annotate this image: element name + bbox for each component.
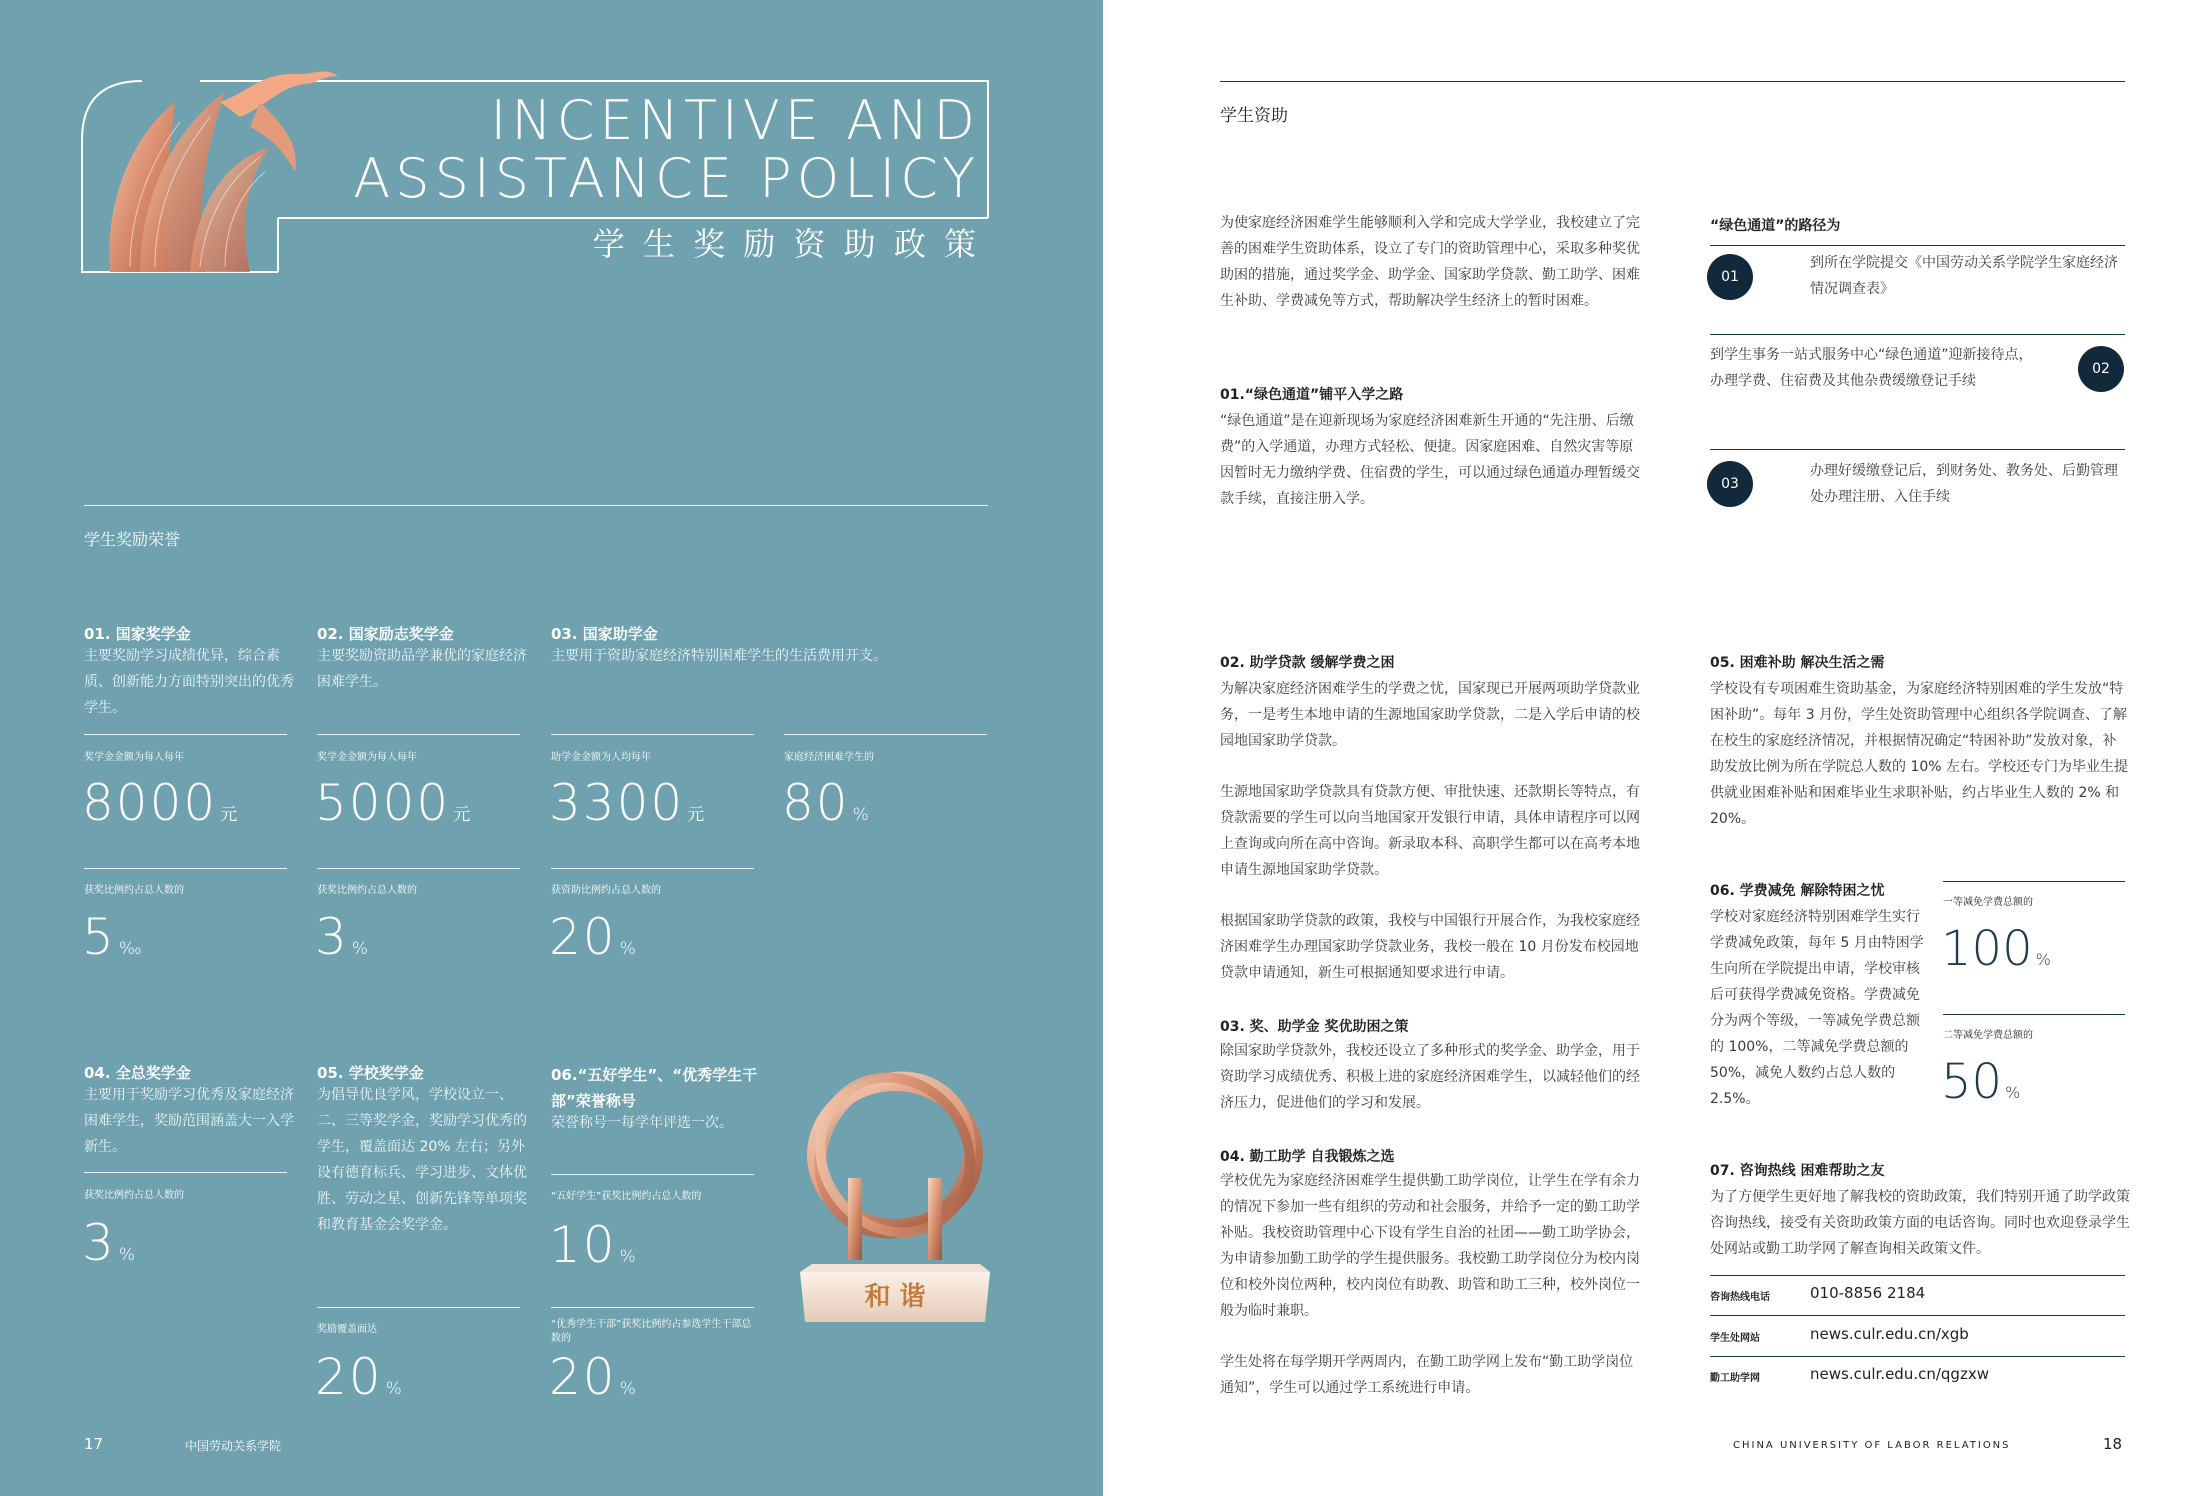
step-text: 到所在学院提交《中国劳动关系学院学生家庭经济情况调查表》 bbox=[1810, 255, 2118, 297]
section-title: 学生奖励荣誉 bbox=[84, 530, 181, 549]
s4-p2: 学生处将在每学期开学两周内，在勤工助学网上发布“勤工助学岗位通知”，学生可以通过学工系统进行申请。 bbox=[1220, 1354, 1634, 1396]
page-number: 18 bbox=[2103, 1435, 2123, 1453]
s3-text: 除国家助学贷款外，我校还设立了多种形式的奖学金、助学金，用于资助学习成绩优秀、积极上进的家庭经济困难学生，以减轻他们的经济压力，促进他们的学习和发展。 bbox=[1220, 1043, 1640, 1111]
s7-title: 07. 咨询热线 困难帮助之友 bbox=[1710, 1163, 1885, 1179]
s1-title: 01.“绿色通道”铺平入学之路 bbox=[1220, 387, 1404, 403]
stat-label: 家庭经济困难学生的 bbox=[784, 752, 874, 763]
s2-p1: 为解决家庭经济困难学生的学费之忧，国家现已开展两项助学贷款业务，一是考生本地申请的生源地国家助学贷款，二是入学后申请的校园地国家助学贷款。 bbox=[1220, 681, 1640, 749]
s7-text: 为了方便学生更好地了解我校的资助政策，我们特别开通了助学政策咨询热线，接受有关资助政策方面的电话咨询。同时也欢迎登录学生处网站或勤工助学网了解查询相关政策文件。 bbox=[1710, 1189, 2130, 1257]
s5-text: 学校设有专项困难生资助基金，为家庭经济特别困难的学生发放“特困补助”。每年 3 月份，学生处资助管理中心组织各学院调查、了解在校生的家庭经济情况，并根据情况确定“特困补助”发放对象，补助发放比例为所在学院总人数的 10% 左右。学校还专门为毕业生提供就业困难补贴和困难毕业生求职补贴，约占毕业生人数的 2% 和 20%。 bbox=[1710, 681, 2129, 827]
contact-label: 学生处网站 bbox=[1710, 1333, 1760, 1344]
item-desc: 主要奖励学习成绩优异，综合素质、创新能力方面特别突出的优秀学生。 bbox=[84, 648, 294, 716]
item-title: 05. 学校奖学金 bbox=[317, 1064, 424, 1082]
s2-p2: 生源地国家助学贷款具有贷款方便、审批快速、还款期长等特点，有贷款需要的学生可以向当地国家开发银行申请，具体申请程序可以网上查询或向所在高中咨询。新录取本科、高职学生都可以在高考本地申请生源地国家助学贷款。 bbox=[1220, 784, 1640, 878]
stat-value: 5 ‰ bbox=[82, 908, 142, 966]
item-desc: 主要奖励资助品学兼优的家庭经济困难学生。 bbox=[317, 648, 527, 690]
sculpture-inscription: 和 谐 bbox=[864, 1282, 926, 1312]
s6-text: 学校对家庭经济特别困难学生实行学费减免政策，每年 5 月由特困学生向所在学院提出申请，学校审核后可获得学费减免资格。学费减免分为两个等级，一等减免学费总额的 100%，二等减免学费总额的 50%，减免人数约占总人数的 2.5%。 bbox=[1710, 909, 1924, 1107]
footer-school-name: 中国劳动关系学院 bbox=[185, 1439, 282, 1453]
stat-value: 3300 元 bbox=[549, 774, 705, 832]
stat-label: 奖励覆盖面达 bbox=[317, 1324, 377, 1335]
s6-title: 06. 学费减免 解除特困之忧 bbox=[1710, 883, 1885, 899]
s5-title: 05. 困难补助 解决生活之需 bbox=[1710, 655, 1885, 671]
stat-value: 20 % bbox=[549, 1348, 636, 1406]
step-number: 01 bbox=[1707, 254, 1753, 300]
stat-label: 奖学金金额为每人每年 bbox=[317, 752, 417, 763]
step-number: 02 bbox=[2078, 346, 2124, 392]
stat-label: 助学金金额为人均每年 bbox=[551, 752, 651, 763]
footer-school-name: CHINA UNIVERSITY OF LABOR RELATIONS bbox=[1733, 1440, 2011, 1451]
item-desc: 主要用于资助家庭经济特别困难学生的生活费用开支。 bbox=[551, 648, 887, 664]
s2-title: 02. 助学贷款 缓解学费之困 bbox=[1220, 655, 1395, 671]
item-title: 02. 国家励志奖学金 bbox=[317, 625, 454, 643]
title-cn: 学 生 奖 励 资 助 政 策 bbox=[592, 225, 980, 263]
contact-label: 勤工助学网 bbox=[1710, 1373, 1760, 1384]
s4-title: 04. 勤工助学 自我锻炼之选 bbox=[1220, 1149, 1395, 1165]
stat-label: 获奖比例约占总人数的 bbox=[317, 885, 417, 896]
item-desc: 荣誉称号一每学年评选一次。 bbox=[551, 1115, 733, 1131]
stat-value: 3 % bbox=[82, 1214, 135, 1272]
stat-value: 80 % bbox=[782, 774, 869, 832]
contact-value[interactable]: news.culr.edu.cn/qgzxw bbox=[1810, 1365, 1989, 1383]
s6-stat-value: 100 % bbox=[1941, 921, 2051, 977]
stat-label: 奖学金金额为每人每年 bbox=[84, 752, 184, 763]
stat-label: “五好学生”获奖比例约占总人数的 bbox=[551, 1191, 702, 1202]
s3-title: 03. 奖、助学金 奖优助困之策 bbox=[1220, 1019, 1409, 1035]
item-title: 03. 国家助学金 bbox=[551, 625, 658, 643]
step-number: 03 bbox=[1707, 461, 1753, 507]
page-number: 17 bbox=[84, 1435, 104, 1453]
stat-label: 获资助比例约占总人数的 bbox=[551, 885, 661, 896]
stat-value: 20 % bbox=[549, 908, 636, 966]
item-desc: 主要用于奖励学习优秀及家庭经济困难学生，奖励范围涵盖大一入学新生。 bbox=[84, 1087, 294, 1155]
title-en-line1: INCENTIVE AND bbox=[490, 89, 980, 152]
step-text: 到学生事务一站式服务中心“绿色通道”迎新接待点，办理学费、住宿费及其他杂费缓缴登记手续 bbox=[1710, 347, 2033, 389]
s1-text: “绿色通道”是在迎新现场为家庭经济困难新生开通的“先注册、后缴费”的入学通道，办理方式轻松、便捷。因家庭困难、自然灾害等原因暂时无力缴纳学费、住宿费的学生，可以通过绿色通道办理暂缓交款手续，直接注册入学。 bbox=[1220, 413, 1640, 507]
stat-value: 8000 元 bbox=[82, 774, 238, 832]
s4-p1: 学校优先为家庭经济困难学生提供勤工助学岗位，让学生在学有余力的情况下参加一些有组织的劳动和社会服务，并给予一定的勤工助学补贴。我校资助管理中心下设有学生自治的社团——勤工助学协会，为申请参加勤工助学的学生提供服务。我校勤工助学岗位分为校内岗位和校外岗位两种，校内岗位有助教、助管和助工三种，校外岗位一般为临时兼职。 bbox=[1220, 1173, 1640, 1319]
contact-value[interactable]: news.culr.edu.cn/xgb bbox=[1810, 1325, 1969, 1343]
stat-value: 5000 元 bbox=[315, 774, 471, 832]
intro-text: 为使家庭经济困难学生能够顺利入学和完成大学学业，我校建立了完善的困难学生资助体系，设立了专门的资助管理中心，采取多种奖优助困的措施，通过奖学金、助学金、国家助学贷款、勤工助学、困难生补助、学费减免等方式，帮助解决学生经济上的暂时困难。 bbox=[1220, 215, 1640, 309]
step-text: 办理好缓缴登记后，到财务处、教务处、后勤管理处办理注册、入住手续 bbox=[1810, 463, 2118, 505]
stat-label: 获奖比例约占总人数的 bbox=[84, 885, 184, 896]
contact-label: 咨询热线电话 bbox=[1710, 1292, 1770, 1303]
item-title: 01. 国家奖学金 bbox=[84, 625, 191, 643]
section-divider bbox=[84, 505, 988, 506]
stat-label: 获奖比例约占总人数的 bbox=[84, 1190, 184, 1201]
stat-value: 20 % bbox=[315, 1348, 402, 1406]
s6-stat-label: 一等减免学费总额的 bbox=[1943, 897, 2033, 908]
s6-stat-value: 50 % bbox=[1941, 1054, 2021, 1110]
right-page bbox=[1103, 0, 2205, 1496]
item-desc: 为倡导优良学风，学校设立一、二、三等奖学金，奖励学习优秀的学生，覆盖面达 20% 左右；另外设有德育标兵、学习进步、文体优胜、劳动之星、创新先锋等单项奖和教育基金会奖学金。 bbox=[317, 1087, 527, 1233]
contact-value[interactable]: 010-8856 2184 bbox=[1810, 1284, 1926, 1302]
section-title: 学生资助 bbox=[1220, 106, 1288, 126]
stat-value: 10 % bbox=[549, 1216, 636, 1274]
path-title: “绿色通道”的路径为 bbox=[1710, 218, 1841, 234]
stat-label: “优秀学生干部”获奖比例约占参选学生干部总数的 bbox=[551, 1319, 752, 1344]
stat-value: 3 % bbox=[315, 908, 368, 966]
s2-p3: 根据国家助学贷款的政策，我校与中国银行开展合作，为我校家庭经济困难学生办理国家助学贷款业务，我校一般在 10 月份发布校园地贷款申请通知，新生可根据通知要求进行申请。 bbox=[1220, 913, 1640, 981]
item-title: 04. 全总奖学金 bbox=[84, 1064, 191, 1082]
harmony-sculpture-illustration bbox=[790, 1060, 1000, 1330]
item-title: 06.“五好学生”、“优秀学生干部”荣誉称号 bbox=[551, 1066, 758, 1110]
s6-stat-label: 二等减免学费总额的 bbox=[1943, 1030, 2033, 1041]
title-en-line2: ASSISTANCE POLICY bbox=[353, 147, 980, 210]
